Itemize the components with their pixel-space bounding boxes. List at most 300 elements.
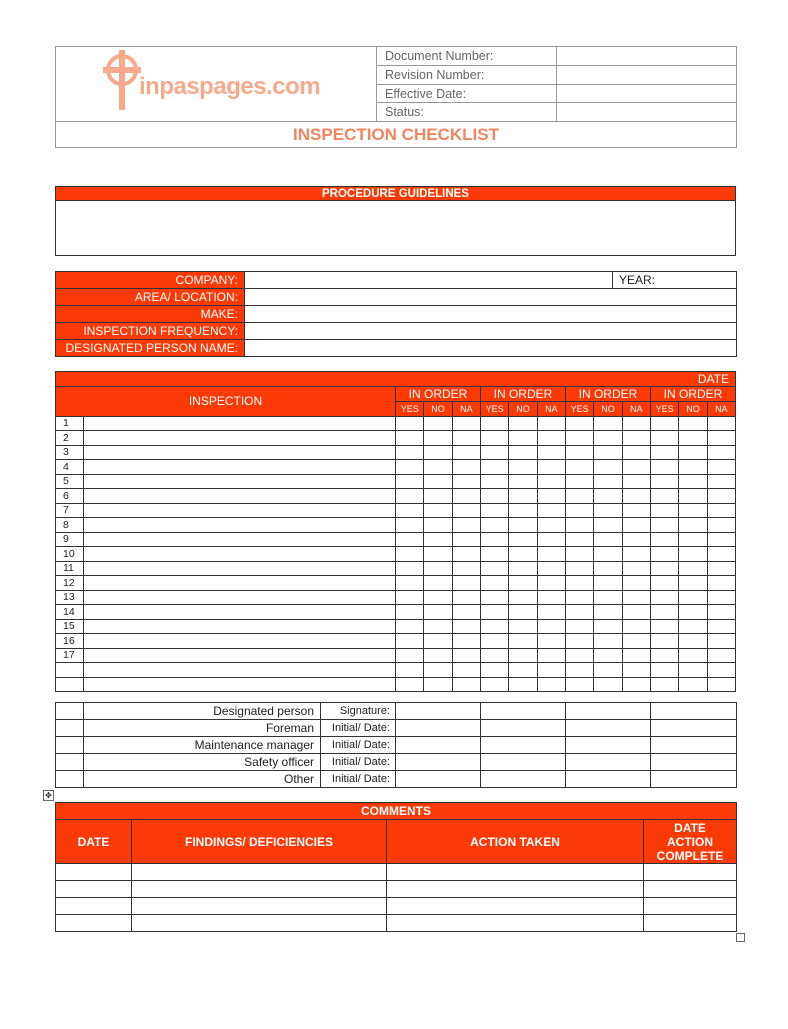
check-cell[interactable] <box>424 503 452 518</box>
check-cell[interactable] <box>509 460 537 475</box>
check-cell[interactable] <box>509 561 537 576</box>
check-cell[interactable] <box>594 634 622 649</box>
check-cell[interactable] <box>452 619 480 634</box>
check-cell[interactable] <box>424 532 452 547</box>
check-cell[interactable] <box>424 677 452 692</box>
signoff-entry-cell[interactable] <box>566 703 651 720</box>
check-cell[interactable] <box>452 634 480 649</box>
comment-cell[interactable] <box>644 881 737 898</box>
check-cell[interactable] <box>707 547 735 562</box>
check-cell[interactable] <box>622 576 650 591</box>
check-cell[interactable] <box>396 547 424 562</box>
check-cell[interactable] <box>537 663 565 678</box>
check-cell[interactable] <box>396 445 424 460</box>
check-cell[interactable] <box>509 503 537 518</box>
inspection-item-cell[interactable] <box>84 503 396 518</box>
inspection-item-cell[interactable] <box>84 518 396 533</box>
check-cell[interactable] <box>679 605 707 620</box>
check-cell[interactable] <box>707 576 735 591</box>
inspection-item-cell[interactable] <box>84 648 396 663</box>
check-cell[interactable] <box>565 590 593 605</box>
check-cell[interactable] <box>565 677 593 692</box>
check-cell[interactable] <box>679 431 707 446</box>
comment-cell[interactable] <box>56 881 132 898</box>
check-cell[interactable] <box>622 619 650 634</box>
check-cell[interactable] <box>622 677 650 692</box>
check-cell[interactable] <box>480 518 508 533</box>
comment-cell[interactable] <box>644 864 737 881</box>
area-field[interactable] <box>245 289 737 306</box>
inspection-item-cell[interactable] <box>84 532 396 547</box>
check-cell[interactable] <box>424 474 452 489</box>
check-cell[interactable] <box>594 590 622 605</box>
check-cell[interactable] <box>452 460 480 475</box>
check-cell[interactable] <box>622 416 650 431</box>
check-cell[interactable] <box>622 532 650 547</box>
check-cell[interactable] <box>452 489 480 504</box>
check-cell[interactable] <box>565 576 593 591</box>
check-cell[interactable] <box>537 489 565 504</box>
check-cell[interactable] <box>650 460 678 475</box>
inspection-item-cell[interactable] <box>84 576 396 591</box>
designated-person-field[interactable] <box>245 340 737 357</box>
signoff-entry-cell[interactable] <box>566 771 651 788</box>
check-cell[interactable] <box>594 416 622 431</box>
check-cell[interactable] <box>707 619 735 634</box>
check-cell[interactable] <box>509 648 537 663</box>
check-cell[interactable] <box>396 605 424 620</box>
check-cell[interactable] <box>509 547 537 562</box>
check-cell[interactable] <box>679 532 707 547</box>
signoff-entry-cell[interactable] <box>481 737 566 754</box>
signoff-entry-cell[interactable] <box>396 754 481 771</box>
check-cell[interactable] <box>424 416 452 431</box>
check-cell[interactable] <box>480 532 508 547</box>
check-cell[interactable] <box>509 663 537 678</box>
check-cell[interactable] <box>452 605 480 620</box>
check-cell[interactable] <box>480 445 508 460</box>
no-column-header: NO <box>594 402 622 417</box>
check-cell[interactable] <box>594 460 622 475</box>
check-cell[interactable] <box>707 663 735 678</box>
inspection-item-cell[interactable] <box>84 677 396 692</box>
check-cell[interactable] <box>707 648 735 663</box>
check-cell[interactable] <box>679 489 707 504</box>
comment-cell[interactable] <box>387 898 644 915</box>
signoff-entry-cell[interactable] <box>396 771 481 788</box>
check-cell[interactable] <box>565 445 593 460</box>
check-cell[interactable] <box>679 561 707 576</box>
check-cell[interactable] <box>594 677 622 692</box>
check-cell[interactable] <box>537 503 565 518</box>
inspection-item-cell[interactable] <box>84 460 396 475</box>
check-cell[interactable] <box>480 431 508 446</box>
check-cell[interactable] <box>679 663 707 678</box>
signoff-entry-cell[interactable] <box>651 737 737 754</box>
check-cell[interactable] <box>650 547 678 562</box>
check-cell[interactable] <box>452 590 480 605</box>
check-cell[interactable] <box>452 663 480 678</box>
check-cell[interactable] <box>509 532 537 547</box>
check-cell[interactable] <box>594 576 622 591</box>
check-cell[interactable] <box>679 503 707 518</box>
check-cell[interactable] <box>537 416 565 431</box>
check-cell[interactable] <box>679 416 707 431</box>
check-cell[interactable] <box>622 561 650 576</box>
check-cell[interactable] <box>707 561 735 576</box>
check-cell[interactable] <box>537 474 565 489</box>
check-cell[interactable] <box>622 518 650 533</box>
check-cell[interactable] <box>424 605 452 620</box>
check-cell[interactable] <box>537 547 565 562</box>
comment-cell[interactable] <box>387 881 644 898</box>
check-cell[interactable] <box>565 561 593 576</box>
comment-cell[interactable] <box>56 915 132 932</box>
table-row <box>56 518 736 533</box>
check-cell[interactable] <box>452 445 480 460</box>
check-cell[interactable] <box>452 474 480 489</box>
check-cell[interactable] <box>650 416 678 431</box>
check-cell[interactable] <box>594 518 622 533</box>
check-cell[interactable] <box>565 648 593 663</box>
check-cell[interactable] <box>424 489 452 504</box>
signoff-entry-cell[interactable] <box>481 720 566 737</box>
check-cell[interactable] <box>424 619 452 634</box>
check-cell[interactable] <box>480 677 508 692</box>
check-cell[interactable] <box>509 518 537 533</box>
check-cell[interactable] <box>480 416 508 431</box>
check-cell[interactable] <box>679 460 707 475</box>
check-cell[interactable] <box>537 648 565 663</box>
table-resize-handle-icon[interactable] <box>736 933 745 942</box>
comment-cell[interactable] <box>387 864 644 881</box>
na-column-header: NA <box>622 402 650 417</box>
check-cell[interactable] <box>707 677 735 692</box>
check-cell[interactable] <box>480 503 508 518</box>
check-cell[interactable] <box>396 460 424 475</box>
check-cell[interactable] <box>509 605 537 620</box>
check-cell[interactable] <box>452 431 480 446</box>
comment-cell[interactable] <box>132 898 387 915</box>
signoff-entry-cell[interactable] <box>396 720 481 737</box>
check-cell[interactable] <box>650 532 678 547</box>
inspection-item-cell[interactable] <box>84 561 396 576</box>
signoff-entry-cell[interactable] <box>481 703 566 720</box>
check-cell[interactable] <box>622 634 650 649</box>
check-cell[interactable] <box>679 634 707 649</box>
check-cell[interactable] <box>594 561 622 576</box>
check-cell[interactable] <box>424 648 452 663</box>
check-cell[interactable] <box>480 561 508 576</box>
check-cell[interactable] <box>396 634 424 649</box>
check-cell[interactable] <box>424 561 452 576</box>
check-cell[interactable] <box>452 677 480 692</box>
effective-date-field[interactable] <box>557 85 737 103</box>
check-cell[interactable] <box>480 474 508 489</box>
check-cell[interactable] <box>480 590 508 605</box>
signoff-entry-cell[interactable] <box>651 720 737 737</box>
check-cell[interactable] <box>594 663 622 678</box>
check-cell[interactable] <box>650 431 678 446</box>
check-cell[interactable] <box>622 547 650 562</box>
check-cell[interactable] <box>650 576 678 591</box>
check-cell[interactable] <box>679 547 707 562</box>
check-cell[interactable] <box>537 634 565 649</box>
signoff-entry-cell[interactable] <box>396 703 481 720</box>
signoff-entry-cell[interactable] <box>481 754 566 771</box>
inspection-item-cell[interactable] <box>84 590 396 605</box>
check-cell[interactable] <box>622 590 650 605</box>
check-cell[interactable] <box>707 431 735 446</box>
inspection-item-cell[interactable] <box>84 489 396 504</box>
check-cell[interactable] <box>537 561 565 576</box>
check-cell[interactable] <box>509 474 537 489</box>
check-cell[interactable] <box>424 590 452 605</box>
check-cell[interactable] <box>565 518 593 533</box>
check-cell[interactable] <box>650 663 678 678</box>
check-cell[interactable] <box>480 547 508 562</box>
check-cell[interactable] <box>424 460 452 475</box>
check-cell[interactable] <box>480 460 508 475</box>
check-cell[interactable] <box>650 648 678 663</box>
check-cell[interactable] <box>537 605 565 620</box>
make-field[interactable] <box>245 306 737 323</box>
check-cell[interactable] <box>565 474 593 489</box>
inspection-item-cell[interactable] <box>84 605 396 620</box>
check-cell[interactable] <box>622 605 650 620</box>
check-cell[interactable] <box>594 489 622 504</box>
check-cell[interactable] <box>424 518 452 533</box>
check-cell[interactable] <box>565 460 593 475</box>
check-cell[interactable] <box>650 489 678 504</box>
check-cell[interactable] <box>396 489 424 504</box>
check-cell[interactable] <box>509 634 537 649</box>
check-cell[interactable] <box>650 518 678 533</box>
check-cell[interactable] <box>537 518 565 533</box>
signoff-entry-cell[interactable] <box>481 771 566 788</box>
check-cell[interactable] <box>565 619 593 634</box>
check-cell[interactable] <box>396 532 424 547</box>
check-cell[interactable] <box>396 576 424 591</box>
status-field[interactable] <box>557 103 737 122</box>
comment-cell[interactable] <box>132 881 387 898</box>
check-cell[interactable] <box>509 576 537 591</box>
check-cell[interactable] <box>594 605 622 620</box>
check-cell[interactable] <box>594 648 622 663</box>
check-cell[interactable] <box>480 576 508 591</box>
check-cell[interactable] <box>396 590 424 605</box>
check-cell[interactable] <box>480 605 508 620</box>
check-cell[interactable] <box>565 416 593 431</box>
check-cell[interactable] <box>622 503 650 518</box>
check-cell[interactable] <box>452 416 480 431</box>
inspection-item-cell[interactable] <box>84 547 396 562</box>
check-cell[interactable] <box>707 460 735 475</box>
check-cell[interactable] <box>452 547 480 562</box>
check-cell[interactable] <box>650 677 678 692</box>
check-cell[interactable] <box>622 431 650 446</box>
check-cell[interactable] <box>650 561 678 576</box>
signoff-entry-cell[interactable] <box>566 754 651 771</box>
check-cell[interactable] <box>480 648 508 663</box>
frequency-field[interactable] <box>245 323 737 340</box>
check-cell[interactable] <box>679 619 707 634</box>
signoff-entry-cell[interactable] <box>651 754 737 771</box>
check-cell[interactable] <box>679 648 707 663</box>
check-cell[interactable] <box>537 576 565 591</box>
check-cell[interactable] <box>396 503 424 518</box>
check-cell[interactable] <box>594 445 622 460</box>
check-cell[interactable] <box>650 445 678 460</box>
check-cell[interactable] <box>594 474 622 489</box>
check-cell[interactable] <box>537 619 565 634</box>
signoff-entry-cell[interactable] <box>396 737 481 754</box>
check-cell[interactable] <box>509 416 537 431</box>
check-cell[interactable] <box>622 489 650 504</box>
check-cell[interactable] <box>396 474 424 489</box>
check-cell[interactable] <box>424 634 452 649</box>
check-cell[interactable] <box>594 431 622 446</box>
check-cell[interactable] <box>565 489 593 504</box>
check-cell[interactable] <box>396 663 424 678</box>
check-cell[interactable] <box>707 489 735 504</box>
check-cell[interactable] <box>424 576 452 591</box>
check-cell[interactable] <box>480 489 508 504</box>
comment-cell[interactable] <box>132 864 387 881</box>
table-row <box>56 561 736 576</box>
signoff-entry-cell[interactable] <box>566 720 651 737</box>
check-cell[interactable] <box>622 460 650 475</box>
check-cell[interactable] <box>565 663 593 678</box>
check-cell[interactable] <box>396 619 424 634</box>
check-cell[interactable] <box>707 590 735 605</box>
check-cell[interactable] <box>707 532 735 547</box>
check-cell[interactable] <box>679 576 707 591</box>
check-cell[interactable] <box>452 532 480 547</box>
check-cell[interactable] <box>622 663 650 678</box>
revision-number-field[interactable] <box>557 66 737 85</box>
check-cell[interactable] <box>509 590 537 605</box>
check-cell[interactable] <box>480 634 508 649</box>
check-cell[interactable] <box>537 445 565 460</box>
signoff-entry-cell[interactable] <box>651 703 737 720</box>
inspection-item-cell[interactable] <box>84 416 396 431</box>
comment-cell[interactable] <box>387 915 644 932</box>
check-cell[interactable] <box>594 619 622 634</box>
check-cell[interactable] <box>396 648 424 663</box>
check-cell[interactable] <box>594 547 622 562</box>
check-cell[interactable] <box>396 561 424 576</box>
check-cell[interactable] <box>650 634 678 649</box>
check-cell[interactable] <box>650 590 678 605</box>
check-cell[interactable] <box>480 663 508 678</box>
check-cell[interactable] <box>622 474 650 489</box>
check-cell[interactable] <box>679 590 707 605</box>
check-cell[interactable] <box>565 605 593 620</box>
table-move-handle-icon[interactable]: ✥ <box>43 790 54 801</box>
check-cell[interactable] <box>396 677 424 692</box>
check-cell[interactable] <box>396 518 424 533</box>
check-cell[interactable] <box>622 648 650 663</box>
check-cell[interactable] <box>509 445 537 460</box>
comment-cell[interactable] <box>644 898 737 915</box>
check-cell[interactable] <box>707 605 735 620</box>
inspection-item-cell[interactable] <box>84 431 396 446</box>
check-cell[interactable] <box>480 619 508 634</box>
year-field[interactable]: YEAR: <box>613 272 737 289</box>
check-cell[interactable] <box>650 503 678 518</box>
check-cell[interactable] <box>565 634 593 649</box>
check-cell[interactable] <box>707 518 735 533</box>
inspection-item-cell[interactable] <box>84 663 396 678</box>
check-cell[interactable] <box>707 634 735 649</box>
check-cell[interactable] <box>537 590 565 605</box>
check-cell[interactable] <box>650 605 678 620</box>
check-cell[interactable] <box>509 489 537 504</box>
check-cell[interactable] <box>452 576 480 591</box>
check-cell[interactable] <box>650 474 678 489</box>
check-cell[interactable] <box>594 532 622 547</box>
document-number-field[interactable] <box>557 47 737 66</box>
check-cell[interactable] <box>452 503 480 518</box>
check-cell[interactable] <box>424 431 452 446</box>
signoff-entry-cell[interactable] <box>566 737 651 754</box>
inspection-item-cell[interactable] <box>84 445 396 460</box>
inspection-item-cell[interactable] <box>84 474 396 489</box>
check-cell[interactable] <box>424 663 452 678</box>
check-cell[interactable] <box>650 619 678 634</box>
signoff-entry-cell[interactable] <box>651 771 737 788</box>
check-cell[interactable] <box>509 431 537 446</box>
check-cell[interactable] <box>509 619 537 634</box>
check-cell[interactable] <box>565 532 593 547</box>
check-cell[interactable] <box>452 648 480 663</box>
check-cell[interactable] <box>452 561 480 576</box>
check-cell[interactable] <box>622 445 650 460</box>
check-cell[interactable] <box>679 518 707 533</box>
check-cell[interactable] <box>424 445 452 460</box>
inspection-item-cell[interactable] <box>84 619 396 634</box>
check-cell[interactable] <box>537 431 565 446</box>
check-cell[interactable] <box>565 547 593 562</box>
check-cell[interactable] <box>452 518 480 533</box>
check-cell[interactable] <box>565 431 593 446</box>
check-cell[interactable] <box>537 460 565 475</box>
comment-cell[interactable] <box>644 915 737 932</box>
inspection-item-cell[interactable] <box>84 634 396 649</box>
check-cell[interactable] <box>594 503 622 518</box>
check-cell[interactable] <box>679 474 707 489</box>
check-cell[interactable] <box>509 677 537 692</box>
comment-cell[interactable] <box>132 915 387 932</box>
check-cell[interactable] <box>679 677 707 692</box>
check-cell[interactable] <box>537 532 565 547</box>
company-field[interactable] <box>245 272 613 289</box>
check-cell[interactable] <box>707 503 735 518</box>
procedure-body[interactable] <box>56 201 736 256</box>
comment-cell[interactable] <box>56 898 132 915</box>
check-cell[interactable] <box>707 445 735 460</box>
check-cell[interactable] <box>707 416 735 431</box>
check-cell[interactable] <box>396 431 424 446</box>
check-cell[interactable] <box>396 416 424 431</box>
check-cell[interactable] <box>707 474 735 489</box>
check-cell[interactable] <box>565 503 593 518</box>
check-cell[interactable] <box>537 677 565 692</box>
check-cell[interactable] <box>679 445 707 460</box>
comment-cell[interactable] <box>56 864 132 881</box>
check-cell[interactable] <box>424 547 452 562</box>
